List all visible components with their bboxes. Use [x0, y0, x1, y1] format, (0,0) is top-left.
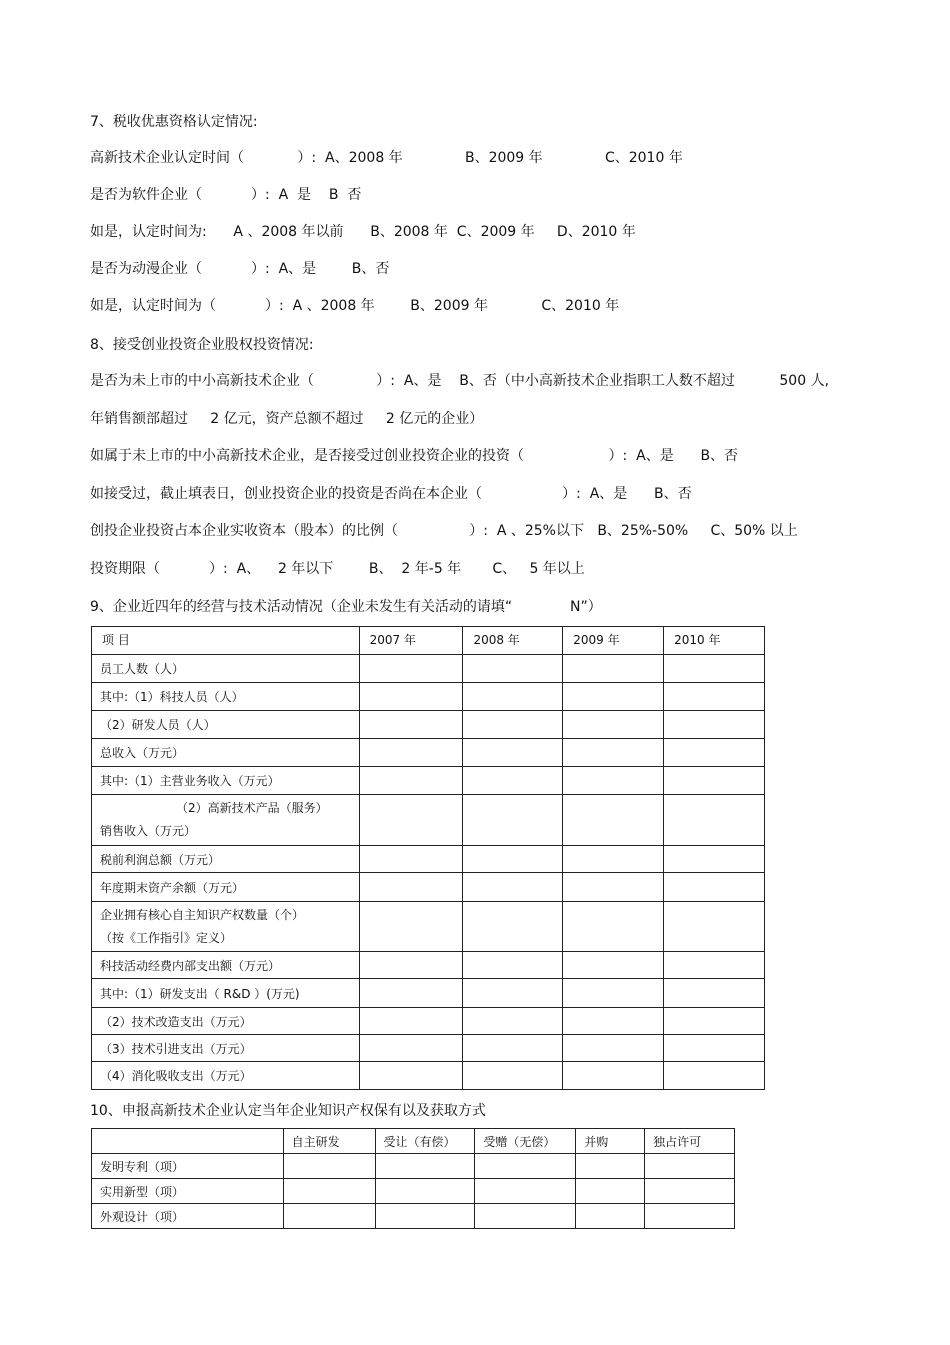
input-cell[interactable]	[359, 1035, 463, 1062]
input-cell[interactable]	[563, 902, 664, 952]
table-header-row	[92, 627, 765, 655]
row-label	[92, 902, 360, 952]
header-2008: 2008 年	[463, 627, 563, 655]
input-cell[interactable]	[283, 1179, 375, 1204]
ip-table	[91, 1128, 735, 1229]
header-2009: 2009 年	[563, 627, 664, 655]
table-row	[92, 952, 765, 979]
row-label: （3）技术引进支出（万元）	[92, 1035, 360, 1062]
input-cell[interactable]	[359, 952, 463, 979]
animation-question: 是否为动漫企业（ ）: A、是 B、否	[90, 261, 390, 277]
table-row	[92, 1204, 735, 1229]
input-cell[interactable]	[563, 1008, 664, 1035]
header-blank	[92, 1129, 284, 1154]
input-cell[interactable]	[664, 1062, 765, 1090]
row-label-line1: （2）高新技术产品（服务）	[176, 801, 328, 815]
section-10-heading: 10、申报高新技术企业认定当年企业知识产权保有以及获取方式	[90, 1103, 486, 1119]
input-cell[interactable]	[359, 1008, 463, 1035]
row-label: 外观设计（项）	[92, 1204, 284, 1229]
table-row	[92, 1154, 735, 1179]
input-cell[interactable]	[664, 952, 765, 979]
table-row	[92, 846, 765, 873]
header-2007: 2007 年	[359, 627, 463, 655]
section-9-heading: 9、企业近四年的经营与技术活动情况（企业未发生有关活动的请填“ N”）	[90, 599, 602, 615]
software-time-question: 如是，认定时间为: A 、2008 年以前 B、2008 年 C、2009 年 D、2010 年	[90, 224, 636, 240]
input-cell[interactable]	[359, 795, 463, 846]
table-row	[92, 795, 765, 846]
header-self-developed: 自主研发	[283, 1129, 375, 1154]
input-cell[interactable]	[664, 683, 765, 711]
input-cell[interactable]	[359, 1062, 463, 1090]
input-cell[interactable]	[664, 873, 765, 902]
input-cell[interactable]	[359, 767, 463, 795]
table-row	[92, 739, 765, 767]
input-cell[interactable]	[563, 795, 664, 846]
table-row	[92, 1035, 765, 1062]
row-label-line1: 企业拥有核心自主知识产权数量（个）	[100, 907, 305, 922]
input-cell[interactable]	[664, 979, 765, 1008]
table-row	[92, 1179, 735, 1204]
row-label: 实用新型（项）	[92, 1179, 284, 1204]
input-cell[interactable]	[563, 979, 664, 1008]
row-label: 年度期末资产余额（万元）	[92, 873, 360, 902]
input-cell[interactable]	[463, 979, 563, 1008]
vc-still-invested-question: 如接受过，截止填表日，创业投资企业的投资是否尚在本企业（ ）: A、是 B、否	[90, 486, 692, 502]
input-cell[interactable]	[375, 1154, 475, 1179]
header-2010: 2010 年	[664, 627, 765, 655]
header-transferred-paid: 受让（有偿）	[375, 1129, 475, 1154]
row-label: 员工人数（人）	[92, 655, 360, 683]
input-cell[interactable]	[463, 1035, 563, 1062]
operations-table	[91, 626, 765, 1090]
table-row	[92, 873, 765, 902]
input-cell[interactable]	[463, 739, 563, 767]
input-cell[interactable]	[563, 739, 664, 767]
input-cell[interactable]	[576, 1204, 645, 1229]
input-cell[interactable]	[576, 1179, 645, 1204]
unlisted-sme-question: 是否为未上市的中小高新技术企业（ ）: A、是 B、否（中小高新技术企业指职工人数不超过 500 人,	[90, 373, 830, 389]
table-row	[92, 1008, 765, 1035]
section-7-heading: 7、税收优惠资格认定情况:	[90, 114, 258, 130]
input-cell[interactable]	[563, 767, 664, 795]
input-cell[interactable]	[463, 767, 563, 795]
input-cell[interactable]	[375, 1204, 475, 1229]
hightech-cert-question: 高新技术企业认定时间（ ）: A、2008 年 B、2009 年 C、2010 年	[90, 150, 683, 166]
row-label: 税前利润总额（万元）	[92, 846, 360, 873]
input-cell[interactable]	[664, 902, 765, 952]
input-cell[interactable]	[645, 1154, 735, 1179]
vc-investment-question: 如属于未上市的中小高新技术企业，是否接受过创业投资企业的投资（ ）: A、是 B、否	[90, 448, 739, 464]
input-cell[interactable]	[664, 795, 765, 846]
header-acquisition: 并购	[576, 1129, 645, 1154]
input-cell[interactable]	[664, 1035, 765, 1062]
input-cell[interactable]	[463, 795, 563, 846]
investment-period-question: 投资期限（ ）: A、 2 年以下 B、 2 年-5 年 C、 5 年以上	[90, 561, 585, 577]
input-cell[interactable]	[463, 846, 563, 873]
input-cell[interactable]	[664, 739, 765, 767]
header-item: 项 目	[92, 627, 360, 655]
input-cell[interactable]	[475, 1204, 576, 1229]
software-question: 是否为软件企业（ ）: A 是 B 否	[90, 187, 362, 203]
input-cell[interactable]	[463, 655, 563, 683]
input-cell[interactable]	[359, 979, 463, 1008]
input-cell[interactable]	[359, 739, 463, 767]
vc-share-question: 创投企业投资占本企业实收资本（股本）的比例（ ）: A 、25%以下 B、25%-50% C、50% 以上	[90, 523, 798, 539]
header-exclusive-license: 独占许可	[645, 1129, 735, 1154]
table-row	[92, 767, 765, 795]
table-row	[92, 683, 765, 711]
input-cell[interactable]	[283, 1154, 375, 1179]
input-cell[interactable]	[375, 1179, 475, 1204]
input-cell[interactable]	[463, 711, 563, 739]
input-cell[interactable]	[359, 902, 463, 952]
row-label: （4）消化吸收支出（万元）	[92, 1062, 360, 1090]
section-8-heading: 8、接受创业投资企业股权投资情况:	[90, 337, 314, 353]
input-cell[interactable]	[475, 1154, 576, 1179]
row-label-line2: 销售收入（万元）	[100, 824, 197, 838]
input-cell[interactable]	[664, 767, 765, 795]
input-cell[interactable]	[563, 952, 664, 979]
input-cell[interactable]	[463, 1008, 563, 1035]
input-cell[interactable]	[645, 1179, 735, 1204]
input-cell[interactable]	[463, 902, 563, 952]
input-cell[interactable]	[463, 952, 563, 979]
input-cell[interactable]	[645, 1204, 735, 1229]
input-cell[interactable]	[664, 846, 765, 873]
row-label: 科技活动经费内部支出额（万元）	[92, 952, 360, 979]
unlisted-sme-note: 年销售额部超过 2 亿元，资产总额不超过 2 亿元的企业）	[90, 411, 484, 427]
row-label: 其中:（1）主营业务收入（万元）	[92, 767, 360, 795]
animation-time-question: 如是，认定时间为（ ）: A 、2008 年 B、2009 年 C、2010 年	[90, 298, 620, 314]
input-cell[interactable]	[359, 711, 463, 739]
row-label: （2）研发人员（人）	[92, 711, 360, 739]
header-gifted-free: 受赠（无偿）	[475, 1129, 576, 1154]
table-row	[92, 979, 765, 1008]
row-label: （2）技术改造支出（万元）	[92, 1008, 360, 1035]
row-label	[92, 795, 360, 846]
table-row	[92, 711, 765, 739]
input-cell[interactable]	[563, 655, 664, 683]
input-cell[interactable]	[283, 1204, 375, 1229]
row-label-line2: （按《工作指引》定义）	[100, 930, 233, 945]
input-cell[interactable]	[475, 1179, 576, 1204]
input-cell[interactable]	[664, 711, 765, 739]
input-cell[interactable]	[463, 683, 563, 711]
input-cell[interactable]	[359, 655, 463, 683]
input-cell[interactable]	[563, 683, 664, 711]
input-cell[interactable]	[463, 1062, 563, 1090]
table-row	[92, 902, 765, 952]
row-label: 其中:（1）科技人员（人）	[92, 683, 360, 711]
input-cell[interactable]	[563, 1062, 664, 1090]
input-cell[interactable]	[563, 873, 664, 902]
input-cell[interactable]	[563, 846, 664, 873]
row-label: 其中:（1）研发支出（ R&D ）(万元)	[92, 979, 360, 1008]
input-cell[interactable]	[359, 683, 463, 711]
input-cell[interactable]	[563, 711, 664, 739]
table-row	[92, 1062, 765, 1090]
input-cell[interactable]	[463, 873, 563, 902]
input-cell[interactable]	[576, 1154, 645, 1179]
table-row	[92, 655, 765, 683]
input-cell[interactable]	[664, 655, 765, 683]
input-cell[interactable]	[664, 1008, 765, 1035]
input-cell[interactable]	[359, 873, 463, 902]
table-header-row	[92, 1129, 735, 1154]
input-cell[interactable]	[563, 1035, 664, 1062]
row-label: 总收入（万元）	[92, 739, 360, 767]
input-cell[interactable]	[359, 846, 463, 873]
row-label: 发明专利（项）	[92, 1154, 284, 1179]
